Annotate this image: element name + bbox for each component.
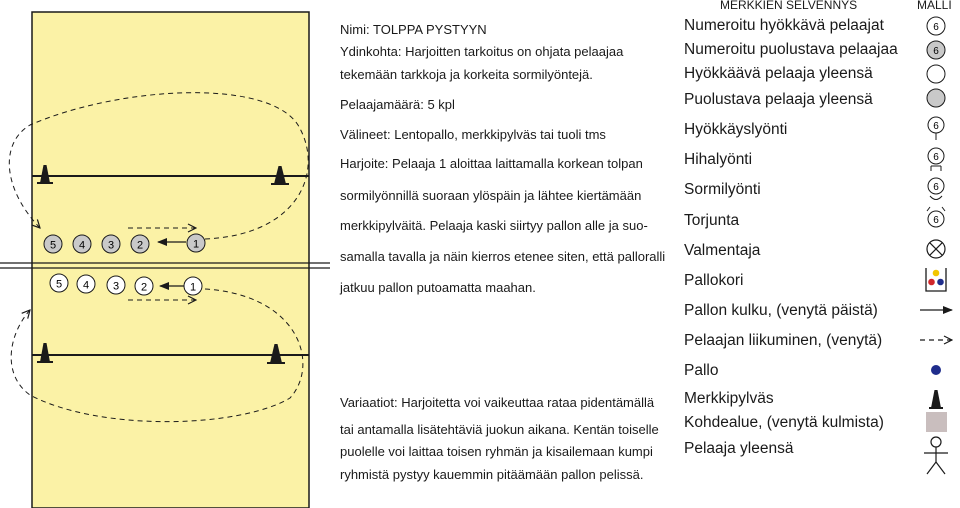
player-lower-1 bbox=[184, 277, 202, 295]
legend-label: Pelaaja yleensä bbox=[684, 440, 794, 457]
svg-text:1: 1 bbox=[192, 238, 200, 251]
core-point-line: tekemään tarkkoja ja korkeita sormilyöntejä. bbox=[340, 67, 593, 82]
legend-label: Pallo bbox=[684, 362, 719, 379]
legend-sample-header: MALLI bbox=[917, 0, 952, 12]
variations-line: puolelle voi laittaa toisen ryhmän ja kisailemaan kumpi bbox=[340, 444, 653, 459]
legend-label: Kohdealue, (venytä kulmista) bbox=[684, 414, 884, 431]
legend-label: Torjunta bbox=[684, 212, 740, 229]
player-upper-2 bbox=[131, 235, 149, 253]
overhead-pass-icon bbox=[918, 174, 954, 202]
legend-label: Valmentaja bbox=[684, 242, 761, 259]
svg-text:3: 3 bbox=[107, 239, 115, 252]
svg-text:6: 6 bbox=[933, 215, 939, 226]
drill-description-line: jatkuu pallon putoamatta maahan. bbox=[340, 280, 536, 295]
player-upper-3 bbox=[102, 235, 120, 253]
svg-text:6: 6 bbox=[933, 46, 939, 57]
legend-label: Numeroitu puolustava pelaajaa bbox=[684, 41, 898, 58]
forearm-pass-icon bbox=[918, 144, 954, 172]
svg-text:5: 5 bbox=[49, 239, 57, 252]
ball-path-arrow-icon bbox=[918, 296, 954, 324]
ball-basket-icon bbox=[918, 265, 954, 293]
ball-icon bbox=[918, 356, 954, 384]
player-lower-5 bbox=[50, 274, 68, 292]
drill-description-line: sormilyönnillä suoraan ylöspäin ja lähtee kiertämään bbox=[340, 188, 642, 203]
court-surface bbox=[32, 12, 309, 508]
legend-label: Pallon kulku, (venytä päistä) bbox=[684, 302, 878, 319]
defending-player-icon bbox=[918, 84, 954, 112]
drill-description-line: merkkipylväitä. Pelaaja kaski siirtyy pallon alle ja suo- bbox=[340, 218, 648, 233]
player-lower-2 bbox=[135, 277, 153, 295]
svg-text:4: 4 bbox=[78, 239, 86, 252]
core-point: Ydinkohta: Harjoitten tarkoitus on ohjata pelaajaa bbox=[340, 44, 624, 59]
player-movement-arrow-icon bbox=[918, 326, 954, 354]
variations-line: ryhmistä pystyy kauemmin pitäämään pallon pelissä. bbox=[340, 467, 644, 482]
block-icon bbox=[918, 205, 954, 233]
target-area-icon bbox=[918, 408, 954, 436]
svg-text:4: 4 bbox=[82, 279, 90, 292]
legend-label: Pallokori bbox=[684, 272, 744, 289]
drill-name: Nimi: TOLPPA PYSTYYN bbox=[340, 22, 487, 37]
player-lower-3 bbox=[107, 276, 125, 294]
player-upper-5 bbox=[44, 235, 62, 253]
svg-text:2: 2 bbox=[140, 281, 148, 294]
legend-label: Numeroitu hyökkävä pelaajat bbox=[684, 17, 884, 34]
svg-text:3: 3 bbox=[112, 280, 120, 293]
equipment: Välineet: Lentopallo, merkkipylväs tai tuoli tms bbox=[340, 127, 606, 142]
legend-label: Pelaajan liikuminen, (venytä) bbox=[684, 332, 883, 349]
player-count: Pelaajamäärä: 5 kpl bbox=[340, 97, 455, 112]
player-lower-4 bbox=[77, 275, 95, 293]
svg-text:6: 6 bbox=[933, 121, 939, 132]
legend-header: MERKKIEN SELVENNYS bbox=[720, 0, 858, 12]
legend-label: Merkkipylväs bbox=[684, 390, 774, 407]
svg-text:6: 6 bbox=[933, 22, 939, 33]
variations-line: tai antamalla lisätehtäviä juokun aikana. Kentän toiselle bbox=[340, 422, 659, 437]
coach-icon bbox=[918, 235, 954, 263]
drill-description-line: samalla tavalla ja näin kierros etenee siten, että palloralli bbox=[340, 249, 666, 264]
player-figure-icon bbox=[918, 436, 954, 476]
variations: Variaatiot: Harjoitetta voi vaikeuttaa rataa pidentämällä bbox=[340, 395, 655, 410]
svg-text:6: 6 bbox=[933, 152, 939, 163]
svg-text:1: 1 bbox=[189, 281, 197, 294]
attack-hit-icon bbox=[918, 113, 954, 141]
svg-text:2: 2 bbox=[136, 239, 144, 252]
player-upper-1 bbox=[187, 234, 205, 252]
drill-description: Harjoite: Pelaaja 1 aloittaa laittamalla korkean tolpan bbox=[340, 156, 643, 171]
svg-text:5: 5 bbox=[55, 278, 63, 291]
legend-label: Sormilyönti bbox=[684, 181, 761, 198]
legend-label: Hyökkäävä pelaaja yleensä bbox=[684, 65, 873, 82]
legend-label: Hihalyönti bbox=[684, 151, 753, 168]
legend-label: Hyökkäyslyönti bbox=[684, 121, 788, 138]
legend-label: Puolustava pelaaja yleensä bbox=[684, 91, 873, 108]
player-upper-4 bbox=[73, 235, 91, 253]
svg-text:6: 6 bbox=[933, 182, 939, 193]
